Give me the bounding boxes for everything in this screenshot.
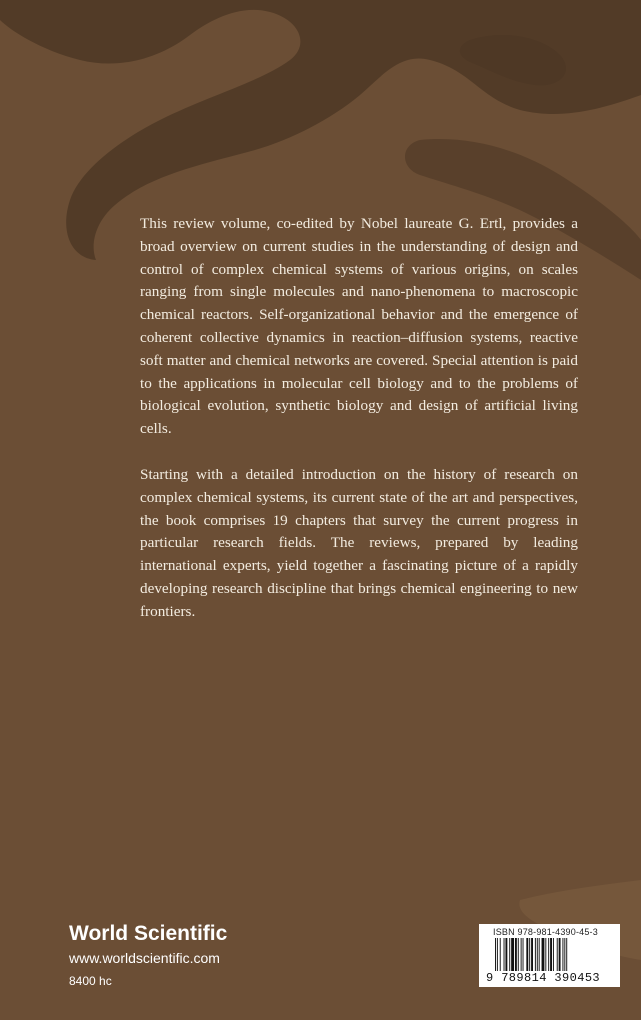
book-description <box>140 213 578 624</box>
publisher-url: www.worldscientific.com <box>69 950 220 966</box>
description-paragraph-2: Starting with a detailed introduction on the history of research on complex chemical systems, its current state of the art and perspectives, the book comprises 19 chapters that survey the current progress in particular research fields. The reviews, prepared by leading international experts, yield together a fascinating picture of a rapidly developing research discipline that brings chemical engineering to new frontiers. <box>140 465 578 620</box>
barcode <box>479 924 620 987</box>
ean-digits: 9 789814 390453 <box>486 971 601 985</box>
barcode-bars <box>495 938 614 973</box>
description-paragraph-1: This review volume, co-edited by Nobel laureate G. Ertl, provides a broad overview on current studies in the understanding of design and control of complex chemical systems of various origins, on scales ranging from single molecules and nano-phenomena to macroscopic chemical reactors. Self-organizational behavior and the emergence of coherent collective dynamics in reaction–diffusion systems, reactive soft matter and chemical networks are covered. Special attention is paid to the applications in molecular cell biology and to the problems of biological evolution, synthetic biology and design of artificial living cells. <box>140 215 578 438</box>
isbn-label: ISBN 978-981-4390-45-3 <box>493 927 598 937</box>
publisher-name: World Scientific <box>69 922 228 945</box>
publisher-block <box>69 920 227 990</box>
catalog-code: 8400 hc <box>69 974 112 988</box>
